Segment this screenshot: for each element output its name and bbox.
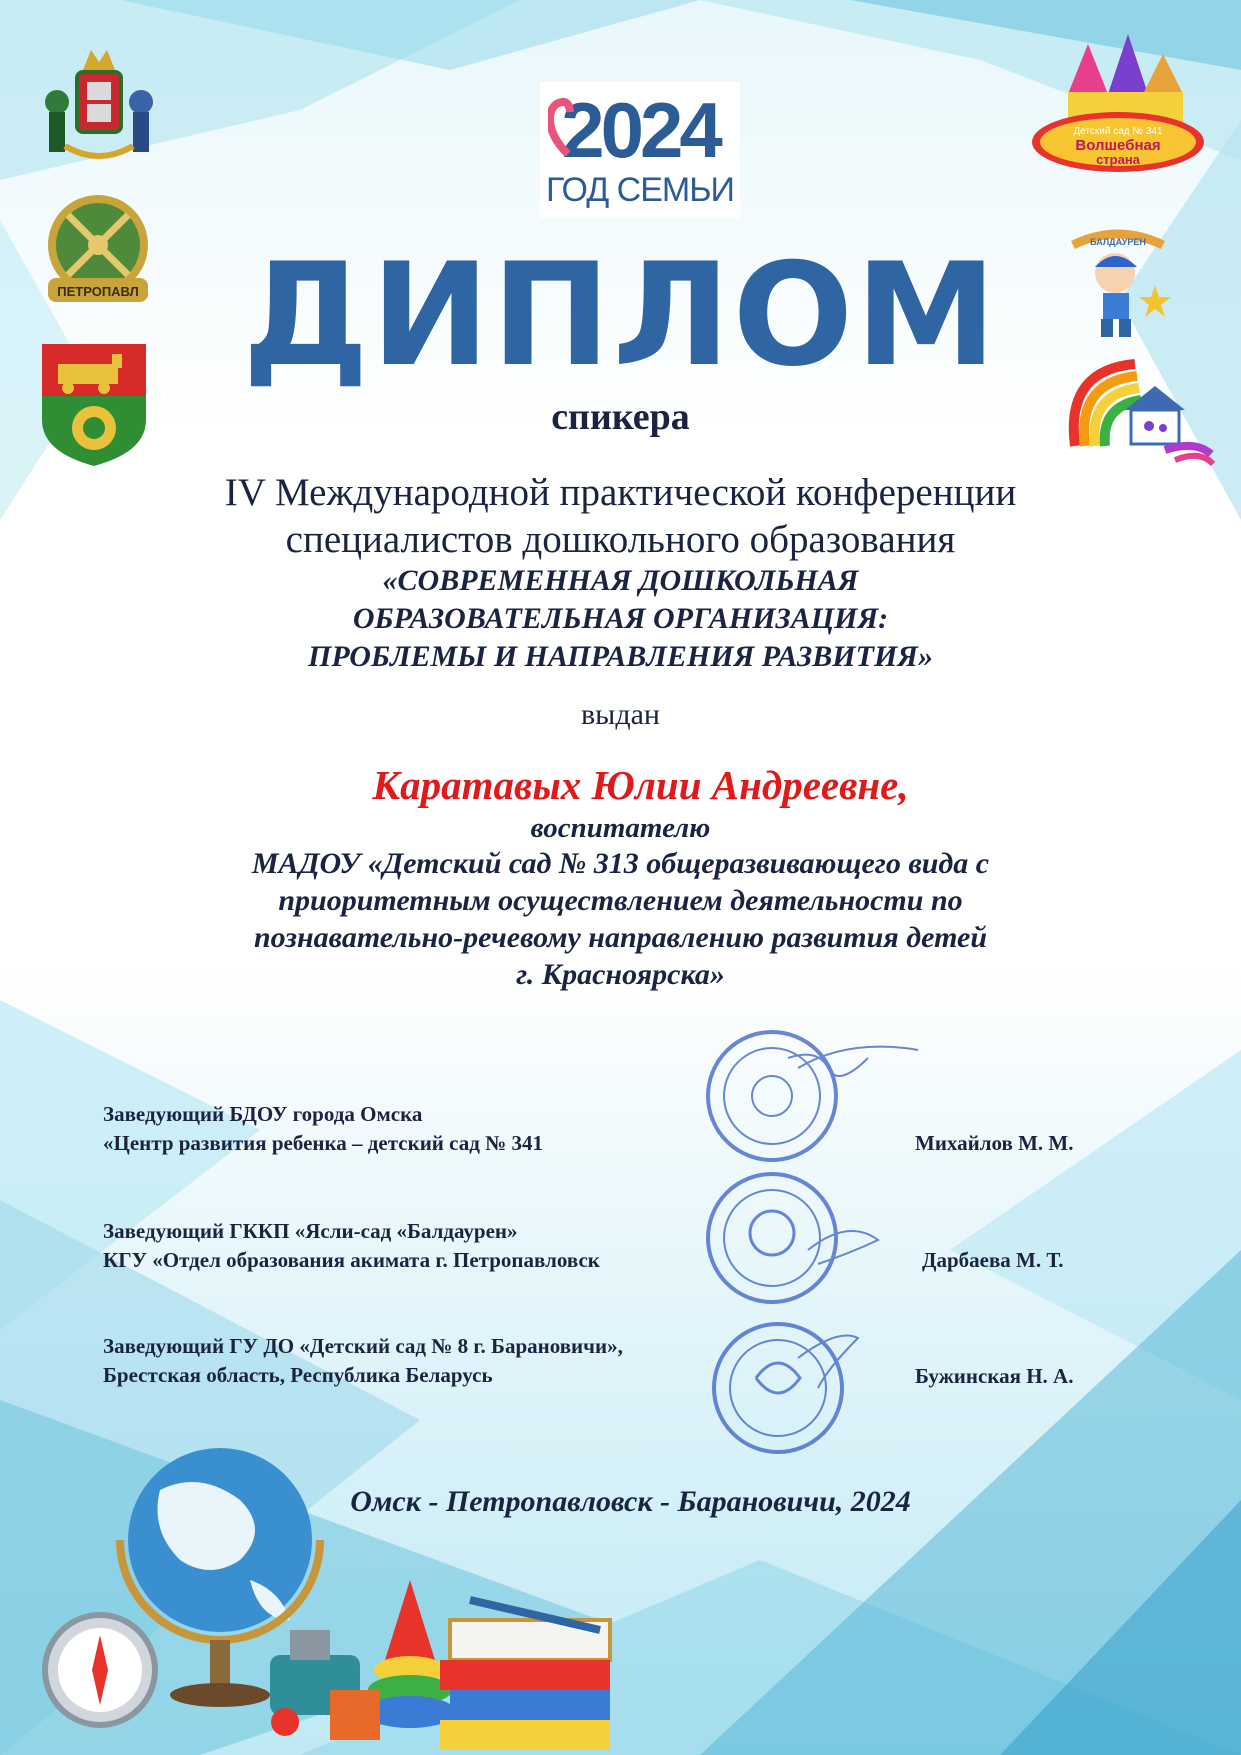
stamp-petropavlovsk-icon [708, 1174, 836, 1302]
footer-location-year: Омск - Петропавловск - Барановичи, 2024 [350, 1485, 911, 1518]
signatory-name: Михайлов М. М. [915, 1131, 1074, 1155]
signatory-org: «Центр развития ребенка – детский сад № 341 [103, 1131, 543, 1155]
kindergarten-name-line1: Волшебная [1075, 137, 1161, 154]
petropavl-label: ПЕТРОПАВЛ [57, 284, 139, 299]
conference-title [0, 562, 1241, 676]
organization-line: МАДОУ «Детский сад № 313 общеразвивающего вида с [251, 847, 990, 880]
conference-title-line: ОБРАЗОВАТЕЛЬНАЯ ОРГАНИЗАЦИЯ: [352, 602, 889, 635]
omsk-coat-of-arms-icon [35, 42, 163, 167]
recipient-role: воспитателю [530, 812, 711, 844]
heart-icon [548, 96, 588, 156]
signatory-title: Заведующий ГУ ДО «Детский сад № 8 г. Барановичи», [103, 1334, 623, 1358]
conference-title-line: «СОВРЕМЕННАЯ ДОШКОЛЬНАЯ [382, 564, 859, 597]
diploma-title: ДИПЛОМ [242, 233, 999, 398]
signatory-1 [103, 1100, 543, 1158]
signatory-name: Бужинская Н. А. [915, 1364, 1074, 1388]
balaurek-text: БАЛДАУРЕН [1090, 237, 1146, 247]
year-subtitle: ГОД СЕМЬИ [546, 171, 734, 209]
conference-line-1: IV Международной практической конференции [224, 471, 1017, 514]
signatory-2 [103, 1217, 600, 1275]
signatory-org: КГУ «Отдел образования акимата г. Петропавловск [103, 1248, 600, 1272]
education-decoration-icon [40, 1440, 620, 1755]
signatory-3 [103, 1332, 623, 1390]
diploma-subtitle: спикера [551, 396, 690, 438]
issued-label: выдан [581, 698, 660, 731]
year-of-family-logo [540, 82, 740, 218]
signatory-name: Дарбаева М. Т. [922, 1248, 1064, 1272]
organization-line: г. Красноярска» [516, 958, 725, 991]
recipient-name: Каратавых Юлии Андреевне, [372, 762, 909, 808]
year-text: 2024 [561, 86, 719, 174]
organization-line: познавательно-речевому направлению развития детей [253, 921, 988, 954]
recipient-organization [0, 845, 1241, 993]
signatory-title: Заведующий ГККП «Ясли-сад «Балдаурен» [103, 1219, 518, 1243]
conference-line-2: специалистов дошкольного образования [285, 518, 956, 561]
stamp-omsk-icon [708, 1032, 836, 1160]
signatory-title: Заведующий БДОУ города Омска [103, 1102, 423, 1126]
conference-title-line: ПРОБЛЕМЫ И НАПРАВЛЕНИЯ РАЗВИТИЯ» [308, 640, 933, 673]
signatory-org: Брестская область, Республика Беларусь [103, 1363, 493, 1387]
organization-line: приоритетным осуществлением деятельности по [278, 884, 963, 917]
kindergarten-341-logo-icon [1028, 34, 1208, 174]
kindergarten-name-line2: страна [1096, 152, 1140, 167]
kindergarten-number: Детский сад № 341 [1073, 126, 1163, 137]
